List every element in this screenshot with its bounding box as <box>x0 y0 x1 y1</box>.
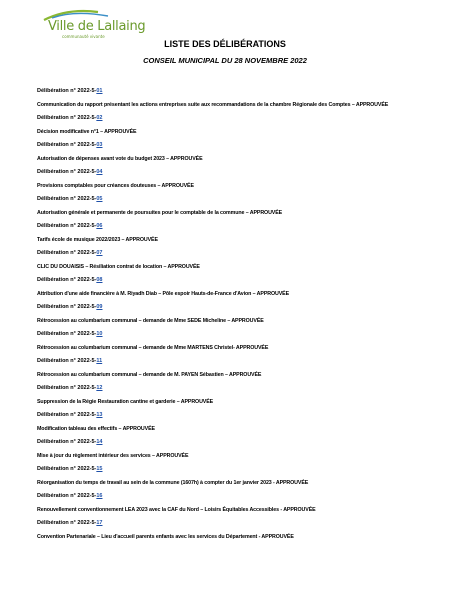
deliberation-ref-prefix: Délibération n° 2022-5- <box>37 439 97 445</box>
deliberation-ref-prefix: Délibération n° 2022-5- <box>37 385 97 391</box>
deliberation-text: Provisions comptables pour créances douteuses – APPROUVÉE <box>37 183 194 189</box>
deliberation-ref <box>37 113 437 127</box>
deliberation-ref-link[interactable]: 03 <box>96 142 103 148</box>
deliberation-ref-prefix: Délibération n° 2022-5- <box>37 250 97 256</box>
deliberation-text: Communication du rapport présentant les actions entreprises suite aux recommandations de la chambre Régionale des Comptes – APPROUVÉE <box>37 102 389 108</box>
deliberation-ref-link[interactable]: 17 <box>96 520 103 526</box>
deliberation-ref-link[interactable]: 12 <box>96 385 103 391</box>
deliberation-ref <box>37 491 437 505</box>
list-item <box>37 194 437 221</box>
list-item <box>37 86 437 113</box>
deliberation-ref-link[interactable]: 13 <box>96 412 103 418</box>
deliberation-ref <box>37 464 437 478</box>
deliberation-ref-prefix: Délibération n° 2022-5- <box>37 88 97 94</box>
deliberation-ref-link[interactable]: 10 <box>96 331 103 337</box>
deliberation-text: Renouvellement conventionnement LEA 2023 avec la CAF du Nord – Loisirs Équitables Accessibles - APPROUVÉE <box>37 507 316 513</box>
deliberation-text: Autorisation de dépenses avant vote du budget 2023 – APPROUVÉE <box>37 156 203 162</box>
logo-tagline: communauté vivante <box>62 34 105 39</box>
deliberation-ref <box>37 437 437 451</box>
deliberation-ref-prefix: Délibération n° 2022-5- <box>37 358 97 364</box>
deliberation-ref <box>37 221 437 235</box>
deliberation-text: Rétrocession au columbarium communal – demande de M. PAYEN Sébastien – APPROUVÉE <box>37 372 262 378</box>
deliberation-text: Modification tableau des effectifs – APPROUVÉE <box>37 426 155 432</box>
deliberation-ref-link[interactable]: 06 <box>96 223 103 229</box>
list-item <box>37 221 437 248</box>
deliberation-ref-link[interactable]: 08 <box>96 277 103 283</box>
deliberation-ref-link[interactable]: 02 <box>96 115 103 121</box>
deliberation-text: CLIC DU DOUAISIS – Résiliation contrat de location – APPROUVÉE <box>37 264 200 270</box>
deliberation-ref <box>37 518 437 532</box>
list-item <box>37 437 437 464</box>
deliberation-ref <box>37 194 437 208</box>
deliberation-ref-link[interactable]: 14 <box>96 439 103 445</box>
deliberation-ref-prefix: Délibération n° 2022-5- <box>37 331 97 337</box>
deliberation-ref <box>37 167 437 181</box>
deliberation-ref-link[interactable]: 04 <box>96 169 103 175</box>
list-item <box>37 275 437 302</box>
list-item <box>37 329 437 356</box>
deliberation-text: Décision modificative n°1 – APPROUVÉE <box>37 129 137 135</box>
deliberation-text: Rétrocession au columbarium communal – demande de Mme SEDE Micheline – APPROUVÉE <box>37 318 264 324</box>
deliberation-ref-link[interactable]: 07 <box>96 250 103 256</box>
deliberation-ref-link[interactable]: 05 <box>96 196 103 202</box>
deliberation-ref-prefix: Délibération n° 2022-5- <box>37 277 97 283</box>
list-item <box>37 383 437 410</box>
deliberation-ref-link[interactable]: 11 <box>96 358 103 364</box>
list-item <box>37 248 437 275</box>
deliberation-ref-prefix: Délibération n° 2022-5- <box>37 466 97 472</box>
deliberation-ref-prefix: Délibération n° 2022-5- <box>37 169 97 175</box>
deliberation-text: Rétrocession au columbarium communal – demande de Mme MARTENS Christel- APPROUVÉE <box>37 345 269 351</box>
deliberation-ref-link[interactable]: 16 <box>96 493 103 499</box>
deliberation-ref-prefix: Délibération n° 2022-5- <box>37 115 97 121</box>
deliberation-ref-prefix: Délibération n° 2022-5- <box>37 223 97 229</box>
deliberation-list <box>37 86 437 545</box>
list-item <box>37 167 437 194</box>
deliberation-ref-link[interactable]: 09 <box>96 304 103 310</box>
deliberation-ref <box>37 275 437 289</box>
list-item <box>37 140 437 167</box>
deliberation-text: Réorganisation du temps de travail au sein de la commune (1607h) à compter du 1er janvier 2023 - APPROUVÉE <box>37 480 309 486</box>
deliberation-text: Suppression de la Régie Restauration cantine et garderie – APPROUVÉE <box>37 399 214 405</box>
list-item <box>37 410 437 437</box>
deliberation-ref <box>37 86 437 100</box>
deliberation-ref <box>37 383 437 397</box>
deliberation-ref-link[interactable]: 15 <box>96 466 103 472</box>
list-item <box>37 356 437 383</box>
deliberation-ref-prefix: Délibération n° 2022-5- <box>37 493 97 499</box>
deliberation-text: Attribution d'une aide financière à M. Riyadh Diab – Pôle espoir Hauts-de-France d'Avion – APPROUVÉE <box>37 291 290 297</box>
page-subtitle: CONSEIL MUNICIPAL DU 28 NOVEMBRE 2022 <box>143 56 307 65</box>
deliberation-ref <box>37 356 437 370</box>
list-item <box>37 464 437 491</box>
deliberation-ref <box>37 302 437 316</box>
page-title: LISTE DES DÉLIBÉRATIONS <box>164 39 286 49</box>
deliberation-ref-link[interactable]: 01 <box>96 88 103 94</box>
deliberation-ref <box>37 248 437 262</box>
deliberation-ref-prefix: Délibération n° 2022-5- <box>37 412 97 418</box>
logo <box>38 6 168 40</box>
deliberation-text: Autorisation générale et permanente de poursuites pour le comptable de la commune – APPROUVÉE <box>37 210 283 216</box>
deliberation-ref-prefix: Délibération n° 2022-5- <box>37 196 97 202</box>
deliberation-text: Mise à jour du règlement intérieur des services – APPROUVÉE <box>37 453 189 459</box>
deliberation-ref <box>37 410 437 424</box>
deliberation-ref <box>37 140 437 154</box>
deliberation-ref-prefix: Délibération n° 2022-5- <box>37 304 97 310</box>
list-item <box>37 491 437 518</box>
deliberation-ref-prefix: Délibération n° 2022-5- <box>37 142 97 148</box>
list-item <box>37 518 437 545</box>
list-item <box>37 113 437 140</box>
deliberation-text: Tarifs école de musique 2022/2023 – APPROUVÉE <box>37 237 158 243</box>
deliberation-ref <box>37 329 437 343</box>
deliberation-text: Convention Partenariale – Lieu d'accueil parents enfants avec les services du Département - APPROUVÉE <box>37 534 294 540</box>
logo-name: Ville de Lallaing <box>48 19 146 34</box>
deliberation-ref-prefix: Délibération n° 2022-5- <box>37 520 97 526</box>
list-item <box>37 302 437 329</box>
